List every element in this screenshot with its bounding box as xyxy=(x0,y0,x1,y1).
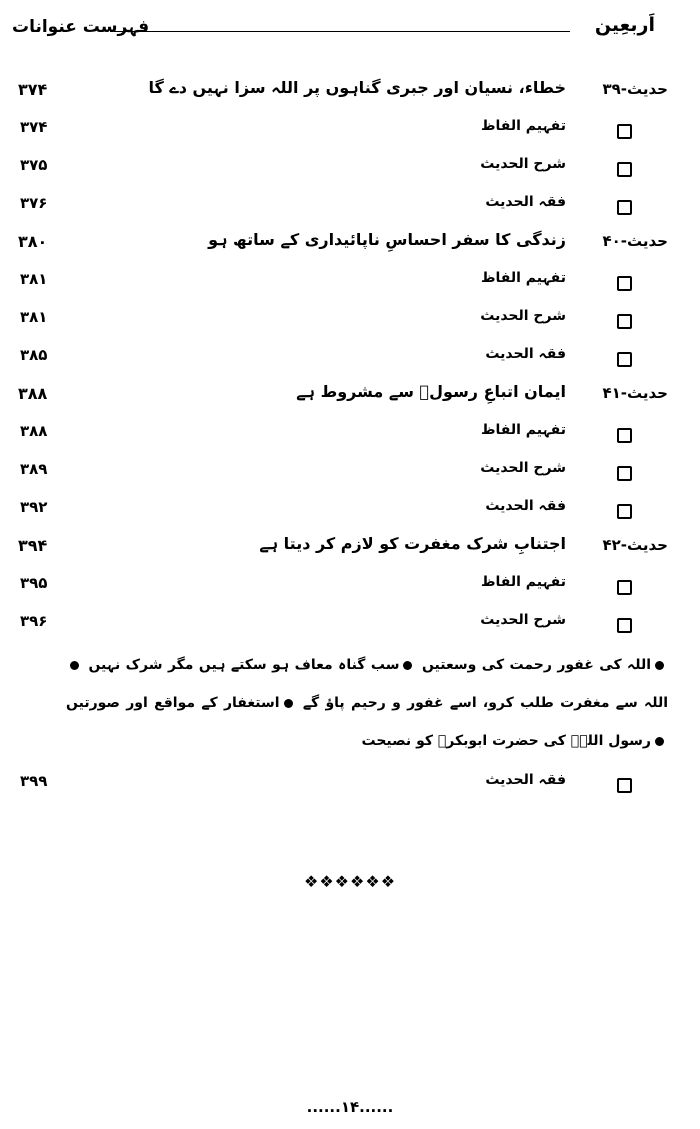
item-label: فقہ الحدیث xyxy=(485,194,566,210)
item-label: فقہ الحدیث xyxy=(485,346,566,362)
bullet-icon xyxy=(284,699,293,708)
item-label: تفہیم الفاظ xyxy=(480,422,566,438)
checkbox-icon xyxy=(617,428,632,443)
toc-item-row[interactable] xyxy=(0,492,700,530)
toc-item-row[interactable] xyxy=(0,606,700,644)
toc-item-row[interactable] xyxy=(0,188,700,226)
chapter-label: حدیث-۳۹ xyxy=(602,80,668,98)
book-title: اَربعِین xyxy=(594,14,655,36)
bullet-icon xyxy=(70,661,79,670)
toc-item-row[interactable] xyxy=(0,302,700,340)
table-of-contents xyxy=(0,74,700,804)
item-label: فقہ الحدیث xyxy=(485,498,566,514)
toc-chapter-row[interactable] xyxy=(0,74,700,112)
item-page: ۳۷۵ xyxy=(20,156,48,174)
chapter-page: ۳۷۴ xyxy=(18,80,48,99)
bullet-icon xyxy=(655,661,664,670)
chapter-title: خطاء، نسیان اور جبری گناہوں پر اللہ سزا نہیں دے گا xyxy=(148,78,566,97)
checkbox-icon xyxy=(617,618,632,633)
item-label: تفہیم الفاظ xyxy=(480,574,566,590)
checkbox-icon xyxy=(617,504,632,519)
item-label: شرح الحدیث xyxy=(480,612,566,628)
chapter-title: اجتنابِ شرک مغفرت کو لازم کر دیتا ہے xyxy=(259,534,566,553)
toc-item-row[interactable] xyxy=(0,766,700,804)
toc-item-row[interactable] xyxy=(0,264,700,302)
item-page: ۳۹۹ xyxy=(20,772,48,790)
chapter-label: حدیث-۴۲ xyxy=(602,536,668,554)
item-page: ۳۸۱ xyxy=(20,270,48,288)
item-page: ۳۹۶ xyxy=(20,612,48,630)
page-header xyxy=(0,0,700,48)
chapter-label: حدیث-۴۰ xyxy=(602,232,668,250)
chapter-title: ایمان اتباعِ رسولؐ سے مشروط ہے xyxy=(296,382,566,401)
toc-chapter-row[interactable] xyxy=(0,226,700,264)
checkbox-icon xyxy=(617,276,632,291)
chapter-page: ۳۸۰ xyxy=(18,232,48,251)
checkbox-icon xyxy=(617,778,632,793)
chapter-label: حدیث-۴۱ xyxy=(602,384,668,402)
toc-item-row[interactable] xyxy=(0,416,700,454)
bullet-icon xyxy=(655,737,664,746)
summary-point: رسول اللہؐ کی حضرت ابوبکرؓ کو نصیحت xyxy=(361,733,651,749)
summary-point: استغفار کے مواقع اور صورتیں xyxy=(66,695,280,711)
section-title: فہرست عنوانات xyxy=(12,17,150,37)
summary-point: اللہ سے مغفرت طلب کرو، اسے غفور و رحیم پاؤ گے xyxy=(302,695,669,711)
checkbox-icon xyxy=(617,580,632,595)
checkbox-icon xyxy=(617,162,632,177)
checkbox-icon xyxy=(617,314,632,329)
checkbox-icon xyxy=(617,352,632,367)
chapter-title: زندگی کا سفر احساسِ ناپائیداری کے ساتھ ہو xyxy=(208,230,566,249)
checkbox-icon xyxy=(617,466,632,481)
page-number: ......۱۴...... xyxy=(306,1098,394,1116)
item-page: ۳۷۶ xyxy=(20,194,48,212)
toc-item-row[interactable] xyxy=(0,454,700,492)
checkbox-icon xyxy=(617,200,632,215)
ornament-divider: ❖❖❖❖❖❖ xyxy=(303,872,397,891)
item-label: تفہیم الفاظ xyxy=(480,270,566,286)
toc-chapter-row[interactable] xyxy=(0,378,700,416)
toc-chapter-row[interactable] xyxy=(0,530,700,568)
item-page: ۳۷۴ xyxy=(20,118,48,136)
toc-item-row[interactable] xyxy=(0,568,700,606)
chapter-page: ۳۹۴ xyxy=(18,536,48,555)
bullet-icon xyxy=(403,661,412,670)
item-label: شرح الحدیث xyxy=(480,460,566,476)
item-page: ۳۹۲ xyxy=(20,498,48,516)
summary-point: سب گناہ معاف ہو سکتے ہیں مگر شرک نہیں xyxy=(88,657,400,673)
summary-points xyxy=(66,646,668,760)
toc-item-row[interactable] xyxy=(0,150,700,188)
header-rule xyxy=(110,31,570,32)
item-page: ۳۸۱ xyxy=(20,308,48,326)
item-page: ۳۹۵ xyxy=(20,574,48,592)
chapter-page: ۳۸۸ xyxy=(18,384,48,403)
checkbox-icon xyxy=(617,124,632,139)
item-page: ۳۸۵ xyxy=(20,346,48,364)
item-label: تفہیم الفاظ xyxy=(480,118,566,134)
summary-point: اللہ کی غفور رحمت کی وسعتیں xyxy=(421,657,652,673)
item-page: ۳۸۹ xyxy=(20,460,48,478)
toc-item-row[interactable] xyxy=(0,340,700,378)
item-page: ۳۸۸ xyxy=(20,422,48,440)
item-label: شرح الحدیث xyxy=(480,156,566,172)
item-label: فقہ الحدیث xyxy=(485,772,566,788)
toc-item-row[interactable] xyxy=(0,112,700,150)
item-label: شرح الحدیث xyxy=(480,308,566,324)
